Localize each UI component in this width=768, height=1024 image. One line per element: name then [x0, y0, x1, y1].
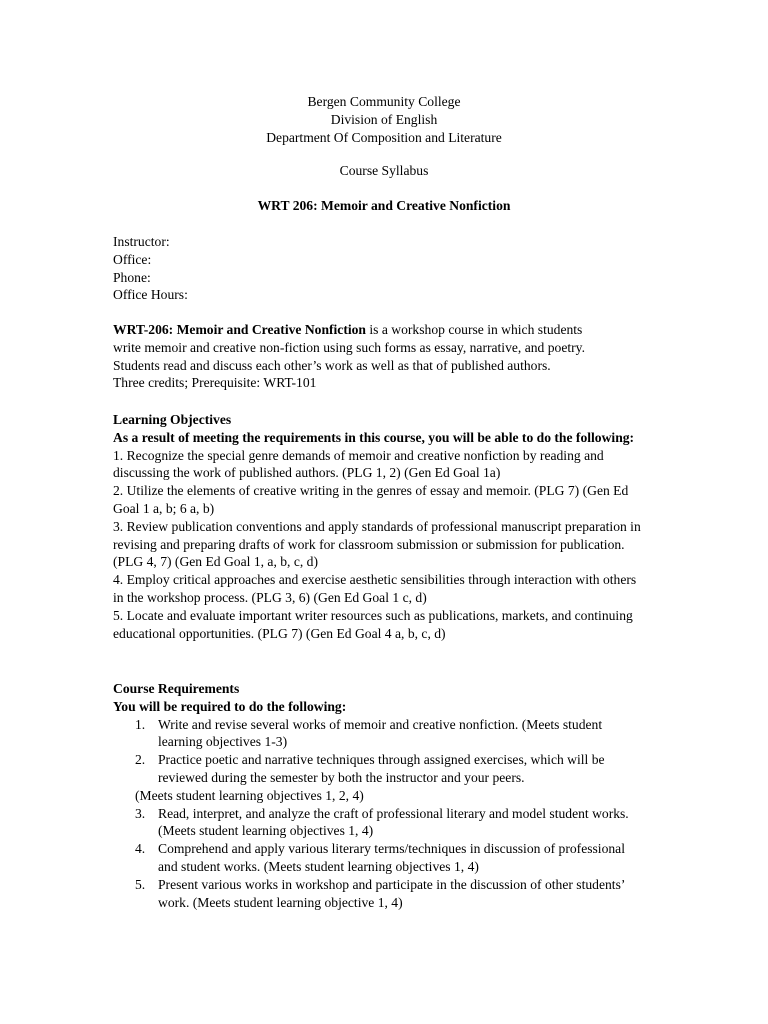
list-item-text: Write and revise several works of memoir and creative nonfiction. (Meets student learning objectives 1-3) — [158, 716, 603, 750]
list-item — [113, 751, 643, 787]
list-item — [113, 716, 643, 752]
division-name: Division of English — [330, 112, 438, 127]
description-line-2: write memoir and creative non-fiction using such forms as essay, narrative, and poetry. — [113, 339, 585, 355]
department-name: Department Of Composition and Literature — [266, 130, 502, 145]
list-item-text: Present various works in workshop and participate in the discussion of other students’ work. (Meets student learning objective 1, 4) — [158, 876, 625, 910]
objectives-heading: Learning Objectives — [113, 412, 232, 427]
document-header — [0, 93, 768, 147]
course-title: WRT 206: Memoir and Creative Nonfiction — [257, 198, 511, 213]
description-line-3: Students read and discuss each other’s work as well as that of published authors. — [113, 357, 551, 373]
objectives-intro: As a result of meeting the requirements in this course, you will be able to do the following: — [113, 429, 635, 445]
list-item — [113, 805, 643, 841]
list-item-text: Comprehend and apply various literary terms/techniques in discussion of professional and student works. (Meets student learning objectives 1, 4) — [158, 841, 625, 874]
course-requirements — [113, 680, 643, 911]
list-item — [113, 876, 643, 912]
list-item-number: 5. — [135, 876, 146, 892]
instructor-label: Instructor: — [113, 234, 170, 249]
office-label: Office: — [113, 251, 152, 267]
list-item — [113, 840, 643, 876]
list-item-number: 3. — [135, 805, 146, 821]
requirements-intro: You will be required to do the following: — [113, 698, 347, 714]
requirements-list-continued — [113, 805, 643, 912]
college-name: Bergen Community College — [307, 94, 461, 109]
description-line-1 — [113, 321, 643, 339]
course-description — [113, 321, 643, 392]
list-item-text: Read, interpret, and analyze the craft of professional literary and model student works.(Meets student learning objectives 1, 4) — [158, 805, 629, 839]
requirements-note: (Meets student learning objectives 1, 2, 4) — [135, 787, 364, 803]
objective-item: 4. Employ critical approaches and exercise aesthetic sensibilities through interaction with others in the workshop process. (PLG 3, 6) (Gen Ed Goal 1 c, d) — [113, 572, 637, 605]
objective-item: 1. Recognize the special genre demands of memoir and creative nonfiction by reading and discussing the work of published authors. (PLG 1, 2) (Gen Ed Goal 1a) — [113, 447, 604, 481]
list-item-number: 4. — [135, 841, 146, 857]
objective-item: 2. Utilize the elements of creative writing in the genres of essay and memoir. (PLG 7) (Gen Ed Goal 1 a, b; 6 a, b) — [113, 483, 629, 516]
list-item-number: 1. — [135, 716, 146, 732]
objective-item: 3. Review publication conventions and apply standards of professional manuscript preparation in revising and preparing drafts of work for classroom submission or submission for publication. (PLG 4, 7) (Gen Ed Goal 1, a, b, c, d) — [113, 518, 641, 570]
description-course-name: WRT-206: Memoir and Creative Nonfiction — [113, 322, 366, 337]
document-type: Course Syllabus — [339, 163, 429, 178]
requirements-list — [113, 716, 643, 787]
learning-objectives — [113, 411, 643, 642]
description-line-4: Three credits; Prerequisite: WRT-101 — [113, 375, 317, 391]
requirements-heading: Course Requirements — [113, 681, 240, 696]
list-item-text: Practice poetic and narrative techniques through assigned exercises, which will be reviewed during the semester by both the instructor and your peers. — [158, 752, 605, 785]
office-hours-label: Office Hours: — [113, 287, 188, 303]
phone-label: Phone: — [113, 269, 151, 285]
instructor-info — [113, 233, 643, 304]
list-item-number: 2. — [135, 752, 146, 768]
description-text-1: is a workshop course in which students — [366, 322, 583, 337]
objective-item: 5. Locate and evaluate important writer resources such as publications, markets, and continuing educational opportunities. (PLG 7) (Gen Ed Goal 4 a, b, c, d) — [113, 607, 633, 641]
